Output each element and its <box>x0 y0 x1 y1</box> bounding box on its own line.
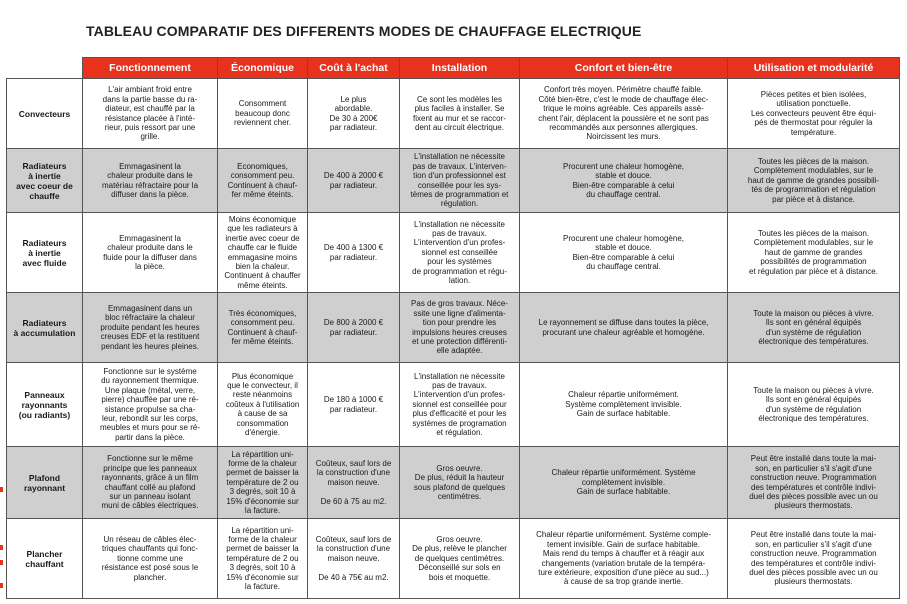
header-row <box>7 58 900 79</box>
row-label: Radiateurs à inertie avec fluide <box>7 213 83 293</box>
cell-utilisation: Toute la maison ou pièces à vivre. Ils sont en général équipés d'un système de régulation électronique des températures. <box>728 293 900 363</box>
cell-utilisation: Pièces petites et bien isolées, utilisation ponctuelle. Les convecteurs peuvent être équi- pés de thermostat pour réguler la température. <box>728 79 900 149</box>
cell-installation: Pas de gros travaux. Néce- ssite une ligne d'alimenta- tion pour prendre les impulsions heures creuses et une protection différenti- elle adaptée. <box>400 293 520 363</box>
cell-cout: Coûteux, sauf lors de la construction d'une maison neuve. De 40 à 75€ au m2. <box>308 519 400 599</box>
edge-mark <box>0 487 3 492</box>
cell-confort: Confort très moyen. Périmètre chauffé faible. Côté bien-être, c'est le mode de chauffage élec- trique le moins agréable. Ces appareils assè- chent l'air, déplacent la poussière et ne sont pas recommandés aux personnes allergiques. Noircissent les murs. <box>520 79 728 149</box>
cell-economique: La répartition uni- forme de la chaleur permet de baisser la température de 2 ou 3 degrés, soit 10 à 15% d'économie sur la facture. <box>218 519 308 599</box>
header-confort: Confort et bien-être <box>520 58 728 79</box>
cell-utilisation: Toute la maison ou pièces à vivre. Ils sont en général équipés d'un système de régulation électronique des températures. <box>728 363 900 447</box>
cell-cout: De 180 à 1000 € par radiateur. <box>308 363 400 447</box>
table-row <box>7 447 900 519</box>
table-row <box>7 79 900 149</box>
cell-installation: L'installation ne nécessite pas de travaux. L'intervention d'un profes- sionnel est conseillée pour plus d'efficacité et pour les systèmes de programation et régulation. <box>400 363 520 447</box>
cell-fonctionnement: Fonctionne sur le système du rayonnement thermique. Une plaque (métal, verre, pierre) chauffée par une ré- sistance propulse sa cha- leur, rebondit sur les corps, meubles et murs pour se ré- partir dans la pièce. <box>83 363 218 447</box>
cell-installation: Ce sont les modèles les plus faciles à installer. Se fixent au mur et se raccor- dent au circuit électrique. <box>400 79 520 149</box>
header-cout-achat: Coût à l'achat <box>308 58 400 79</box>
table-row <box>7 363 900 447</box>
cell-economique: Plus économique que le convecteur, il reste néanmoins coûteux à l'utilisation à cause de sa consommation d'énergie. <box>218 363 308 447</box>
cell-cout: Le plus abordable. De 30 à 200€ par radiateur. <box>308 79 400 149</box>
cell-installation: L'installation ne nécessite pas de travaux. L'intervention d'un profes- sionnel est conseillée pour les systèmes de programmation et régu- lation. <box>400 213 520 293</box>
cell-economique: Economiques, consomment peu. Continuent à chauf- fer même éteints. <box>218 149 308 213</box>
cell-confort: Chaleur répartie uniformément. Système comple- tement invisible. Gain de surface habitable. Mais rend du temps à chauffer et à réagir aux changements (variation brutale de la tempéra- ture extérieure, exposition d'une pièce au sud...) à cause de sa trop grande inertie. <box>520 519 728 599</box>
cell-economique: Moins économique que les radiateurs à inertie avec coeur de chauffe car le fluide emmagasine moins bien la chaleur. Continuent à chauffer même éteints. <box>218 213 308 293</box>
cell-fonctionnement: L'air ambiant froid entre dans la partie basse du ra- diateur, est chauffé par la résistance placée à l'inté- rieur, puis ressort par une grille. <box>83 79 218 149</box>
edge-mark <box>0 545 3 550</box>
cell-installation: Gros oeuvre. De plus, relève le plancher de quelques centimètres. Déconseillé sur sols en bois et moquette. <box>400 519 520 599</box>
cell-confort: Procurent une chaleur homogène, stable et douce. Bien-être comparable à celui du chauffage central. <box>520 149 728 213</box>
edge-mark <box>0 560 3 565</box>
cell-utilisation: Toutes les pièces de la maison. Complètement modulables, sur le haut de gamme de grandes possibili- tés de programmation et régulation par pièce et à distance. <box>728 149 900 213</box>
cell-cout: De 400 à 2000 € par radiateur. <box>308 149 400 213</box>
cell-confort: Chaleur répartie uniformément. Système complètement invisible. Gain de surface habitable. <box>520 447 728 519</box>
row-label: Plafond rayonnant <box>7 447 83 519</box>
row-label: Radiateurs à accumulation <box>7 293 83 363</box>
cell-confort: Procurent une chaleur homogène, stable et douce. Bien-être comparable à celui du chauffage central. <box>520 213 728 293</box>
cell-fonctionnement: Fonctionne sur le même principe que les panneaux rayonnants, grâce à un film chauffant collé au plafond sur un panneau isolant muni de câbles électriques. <box>83 447 218 519</box>
table-row <box>7 213 900 293</box>
cell-installation: L'installation ne nécessite pas de travaux. L'interven- tion d'un professionnel est conseillée pour les sys- tèmes de programmation et régulation. <box>400 149 520 213</box>
cell-utilisation: Peut être installé dans toute la mai- son, en particulier s'il s'agit d'une construction neuve. Programmation des températures et contrôle indivi- duel des pièces possible avec un ou plusieurs thermostats. <box>728 519 900 599</box>
cell-cout: De 400 à 1300 € par radiateur. <box>308 213 400 293</box>
header-fonctionnement: Fonctionnement <box>83 58 218 79</box>
row-label: Convecteurs <box>7 79 83 149</box>
cell-utilisation: Toutes les pièces de la maison. Complètement modulables, sur le haut de gamme de grandes possibilités de programmation et régulation par pièce et à distance. <box>728 213 900 293</box>
cell-fonctionnement: Emmagasinent la chaleur produite dans le fluide pour la diffuser dans la pièce. <box>83 213 218 293</box>
cell-confort: Chaleur répartie uniformément. Système complètement invisible. Gain de surface habitable. <box>520 363 728 447</box>
edge-mark <box>0 583 3 588</box>
header-installation: Installation <box>400 58 520 79</box>
cell-economique: Très économiques, consomment peu. Continuent à chauf- fer même éteints. <box>218 293 308 363</box>
cell-economique: La répartition uni- forme de la chaleur permet de baisser la température de 2 ou 3 degrés, soit 10 à 15% d'économie sur la facture. <box>218 447 308 519</box>
table-row <box>7 519 900 599</box>
table-row <box>7 149 900 213</box>
cell-cout: Coûteux, sauf lors de la construction d'une maison neuve. De 60 à 75 au m2. <box>308 447 400 519</box>
cell-fonctionnement: Emmagasinent la chaleur produite dans le matériau réfractaire pour la diffuser dans la pièce. <box>83 149 218 213</box>
header-economique: Économique <box>218 58 308 79</box>
cell-installation: Gros oeuvre. De plus, réduit la hauteur sous plafond de quelques centimètres. <box>400 447 520 519</box>
cell-cout: De 800 à 2000 € par radiateur. <box>308 293 400 363</box>
page-title: TABLEAU COMPARATIF DES DIFFERENTS MODES DE CHAUFFAGE ELECTRIQUE <box>86 23 642 39</box>
cell-economique: Consomment beaucoup donc reviennent cher. <box>218 79 308 149</box>
comparison-table <box>6 57 900 599</box>
row-label: Radiateurs à inertie avec coeur de chauffe <box>7 149 83 213</box>
cell-fonctionnement: Un réseau de câbles élec- triques chauffants qui fonc- tionne comme une résistance est posé sous le plancher. <box>83 519 218 599</box>
header-utilisation: Utilisation et modularité <box>728 58 900 79</box>
cell-confort: Le rayonnement se diffuse dans toutes la pièce, procurant une chaleur agréable et homogène. <box>520 293 728 363</box>
cell-utilisation: Peut être installé dans toute la mai- son, en particulier s'il s'agit d'une construction neuve. Programmation des températures et contrôle indivi- duel des pièces possible avec un ou plusieurs thermostats. <box>728 447 900 519</box>
cell-fonctionnement: Emmagasinent dans un bloc réfractaire la chaleur produite pendant les heures creuses EDF et la restituent pendant les heures pleines. <box>83 293 218 363</box>
row-label: Panneaux rayonnants (ou radiants) <box>7 363 83 447</box>
table-row <box>7 293 900 363</box>
row-label: Plancher chauffant <box>7 519 83 599</box>
corner-cell <box>7 58 83 79</box>
